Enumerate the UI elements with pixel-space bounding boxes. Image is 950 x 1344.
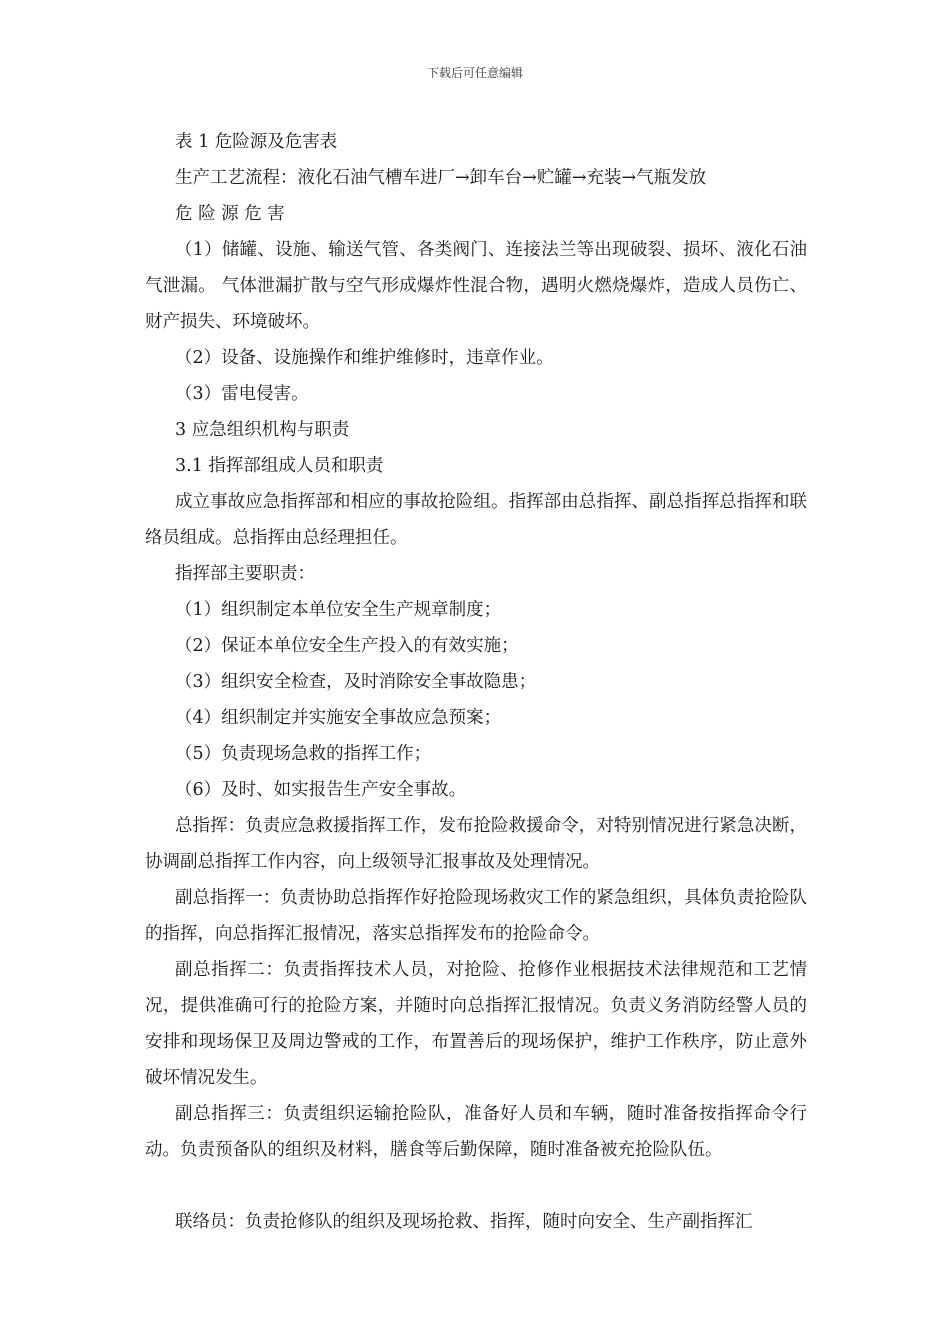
deputy-3-duties: 副总指挥三：负责组织运输抢险队，准备好人员和车辆，随时准备按指挥命令行动。负责预备队的组织及材料，膳食等后勤保障，随时准备被充抢险队伍。 bbox=[145, 1104, 807, 1160]
subsection-heading: 3.1 指挥部组成人员和职责 bbox=[175, 456, 384, 476]
hazard-item-3: （3）雷电侵害。 bbox=[175, 384, 309, 404]
hazard-item-1: （1）储罐、设施、输送气管、各类阀门、连接法兰等出现破裂、损坏、液化石油气泄漏。 气体泄漏扩散与空气形成爆炸性混合物，遇明火燃烧爆炸，造成人员伤亡、财产损失、环境破坏。 bbox=[145, 240, 807, 332]
hazard-item-2: （2）设备、设施操作和维护维修时，违章作业。 bbox=[175, 348, 554, 368]
duties-heading: 指挥部主要职责： bbox=[175, 564, 315, 584]
duty-item-6: （6）及时、如实报告生产安全事故。 bbox=[175, 780, 467, 800]
liaison-duties: 联络员：负责抢修队的组织及现场抢救、指挥，随时向安全、生产副指挥汇 bbox=[175, 1212, 753, 1232]
page-header: 下载后可任意编辑 bbox=[426, 66, 523, 80]
duty-item-3: （3）组织安全检查，及时消除安全事故隐患； bbox=[175, 672, 537, 692]
commander-duties: 总指挥：负责应急救援指挥工作，发布抢险救援命令，对特别情况进行紧急决断，协调副总指挥工作内容，向上级领导汇报事故及处理情况。 bbox=[145, 816, 807, 872]
duty-item-5: （5）负责现场急救的指挥工作； bbox=[175, 744, 432, 764]
duty-item-1: （1）组织制定本单位安全生产规章制度； bbox=[175, 600, 502, 620]
duty-item-2: （2）保证本单位安全生产投入的有效实施； bbox=[175, 636, 519, 656]
deputy-2-duties: 副总指挥二：负责指挥技术人员，对抢险、抢修作业根据技术法律规范和工艺情况，提供准确可行的抢险方案，并随时向总指挥汇报情况。负责义务消防经警人员的安排和现场保卫及周边警戒的工作，布置善后的现场保护，维护工作秩序，防止意外破坏情况发生。 bbox=[145, 960, 807, 1088]
deputy-1-duties: 副总指挥一：负责协助总指挥作好抢险现场救灾工作的紧急组织，具体负责抢险队的指挥，向总指挥汇报情况，落实总指挥发布的抢险命令。 bbox=[145, 888, 807, 944]
process-flow: 生产工艺流程：液化石油气槽车进厂→卸车台→贮罐→充装→气瓶发放 bbox=[175, 168, 707, 188]
duty-item-4: （4）组织制定并实施安全事故应急预案； bbox=[175, 708, 502, 728]
section-heading: 3 应急组织机构与职责 bbox=[175, 420, 350, 440]
hazard-heading: 危 险 源 危 害 bbox=[175, 204, 285, 224]
command-intro: 成立事故应急指挥部和相应的事故抢险组。指挥部由总指挥、副总指挥总指挥和联络员组成。总指挥由总经理担任。 bbox=[145, 492, 807, 548]
table-caption: 表 1 危险源及危害表 bbox=[175, 132, 338, 152]
document-body bbox=[145, 124, 807, 1240]
